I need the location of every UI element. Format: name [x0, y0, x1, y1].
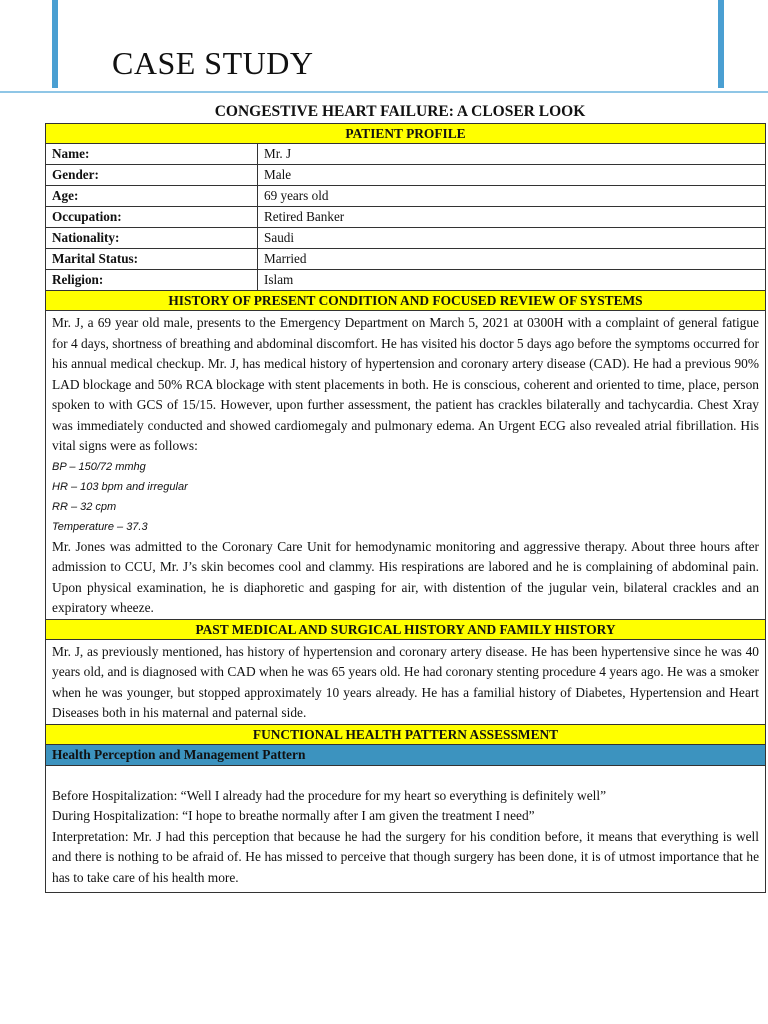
document-title: CASE STUDY — [112, 45, 314, 81]
past-history-header-row — [46, 619, 766, 639]
history-present-paragraph: Mr. J, a 69 year old male, presents to the Emergency Department on March 5, 2021 at 0300H with a complaint of general fatigue for 4 days, shortness of breathing and abdominal discomfort. He has visited his doctor 5 days ago before the symptoms occurred for his annual medical checkup. Mr. J, has medical history of hypertension and coronary artery disease (CAD). He had a previous 90% LAD blockage and 50% RCA blockage with stent placements in both. He is conscious, coherent and oriented to time, place, person spoken to with GCS of 15/15. However, upon further assessment, the patient has crackles bilaterally and tachycardia. Chest Xray was immediately conducted and showed cardiomegaly and pulmonary edema. An Urgent ECG also revealed atrial fibrillation. His vital signs were as follows: — [52, 315, 760, 453]
profile-label: Age: — [46, 186, 258, 207]
profile-value: Saudi — [258, 228, 766, 249]
vital-sign-rr: RR – 32 cpm — [52, 500, 117, 513]
profile-row-gender — [46, 165, 766, 186]
vital-sign-temperature: Temperature – 37.3 — [52, 520, 148, 533]
past-history-content-row — [46, 639, 766, 724]
left-accent-bar — [52, 0, 58, 88]
history-present-paragraph: Mr. Jones was admitted to the Coronary Care Unit for hemodynamic monitoring and aggressive therapy. About three hours after admission to CCU, Mr. J’s skin becomes cool and clammy. His respirations are labored and he is complaining of abdominal pain. Upon physical examination, he is diaphoretic and gasping for air, with distention of the jugular vein, bilateral crackles and an expiratory wheeze. — [52, 538, 760, 615]
patient-profile-heading: PATIENT PROFILE — [46, 124, 766, 144]
profile-value: Male — [258, 165, 766, 186]
profile-row-marital-status — [46, 249, 766, 270]
during-hospitalization-text: During Hospitalization: “I hope to breathe normally after I am given the treatment I need” — [52, 808, 535, 823]
health-perception-content-row — [46, 765, 766, 893]
health-perception-subheader-row — [46, 744, 766, 765]
history-present-heading: HISTORY OF PRESENT CONDITION AND FOCUSED REVIEW OF SYSTEMS — [46, 291, 766, 311]
profile-label: Name: — [46, 144, 258, 165]
right-accent-bar — [718, 0, 724, 88]
profile-row-occupation — [46, 207, 766, 228]
health-perception-content — [46, 765, 766, 893]
profile-value: 69 years old — [258, 186, 766, 207]
header-divider — [0, 91, 768, 93]
case-study-table — [45, 123, 766, 893]
past-history-heading: PAST MEDICAL AND SURGICAL HISTORY AND FAMILY HISTORY — [46, 619, 766, 639]
profile-label: Marital Status: — [46, 249, 258, 270]
history-present-header-row — [46, 291, 766, 311]
vital-sign-bp: BP – 150/72 mmhg — [52, 460, 146, 473]
profile-value: Mr. J — [258, 144, 766, 165]
history-present-content-row — [46, 311, 766, 620]
profile-label: Religion: — [46, 270, 258, 291]
profile-row-nationality — [46, 228, 766, 249]
profile-label: Nationality: — [46, 228, 258, 249]
past-history-content — [46, 639, 766, 724]
functional-health-heading: FUNCTIONAL HEALTH PATTERN ASSESSMENT — [46, 724, 766, 744]
health-perception-subheading: Health Perception and Management Pattern — [46, 744, 766, 765]
past-history-paragraph: Mr. J, as previously mentioned, has history of hypertension and coronary artery disease. He has been hypertensive since he was 40 years old, and is diagnosed with CAD when he was 65 years old. He had coronary stenting procedure 4 years ago. He was a smoker when he was younger, but stopped approximately 10 years already. He has a familial history of Diabetes, Hypertension and Heart Diseases both in his maternal and paternal side. — [52, 643, 760, 720]
patient-profile-header-row — [46, 124, 766, 144]
document-subtitle: CONGESTIVE HEART FAILURE: A CLOSER LOOK — [214, 103, 586, 120]
vital-sign-hr: HR – 103 bpm and irregular — [52, 480, 188, 493]
profile-row-name — [46, 144, 766, 165]
functional-health-header-row — [46, 724, 766, 744]
history-present-content — [46, 311, 766, 620]
profile-row-age — [46, 186, 766, 207]
profile-label: Occupation: — [46, 207, 258, 228]
before-hospitalization-text: Before Hospitalization: “Well I already had the procedure for my heart so everything is definitely well” — [52, 787, 607, 803]
profile-row-religion — [46, 270, 766, 291]
profile-label: Gender: — [46, 165, 258, 186]
profile-value: Married — [258, 249, 766, 270]
interpretation-text: Interpretation: Mr. J had this perception that because he had the surgery for his condition before, it means that everything is well and there is nothing to be afraid of. He has missed to perceive that though surgery has been done, it is of utmost importance that he has to take care of his health more. — [52, 828, 760, 885]
profile-value: Islam — [258, 270, 766, 291]
profile-value: Retired Banker — [258, 207, 766, 228]
